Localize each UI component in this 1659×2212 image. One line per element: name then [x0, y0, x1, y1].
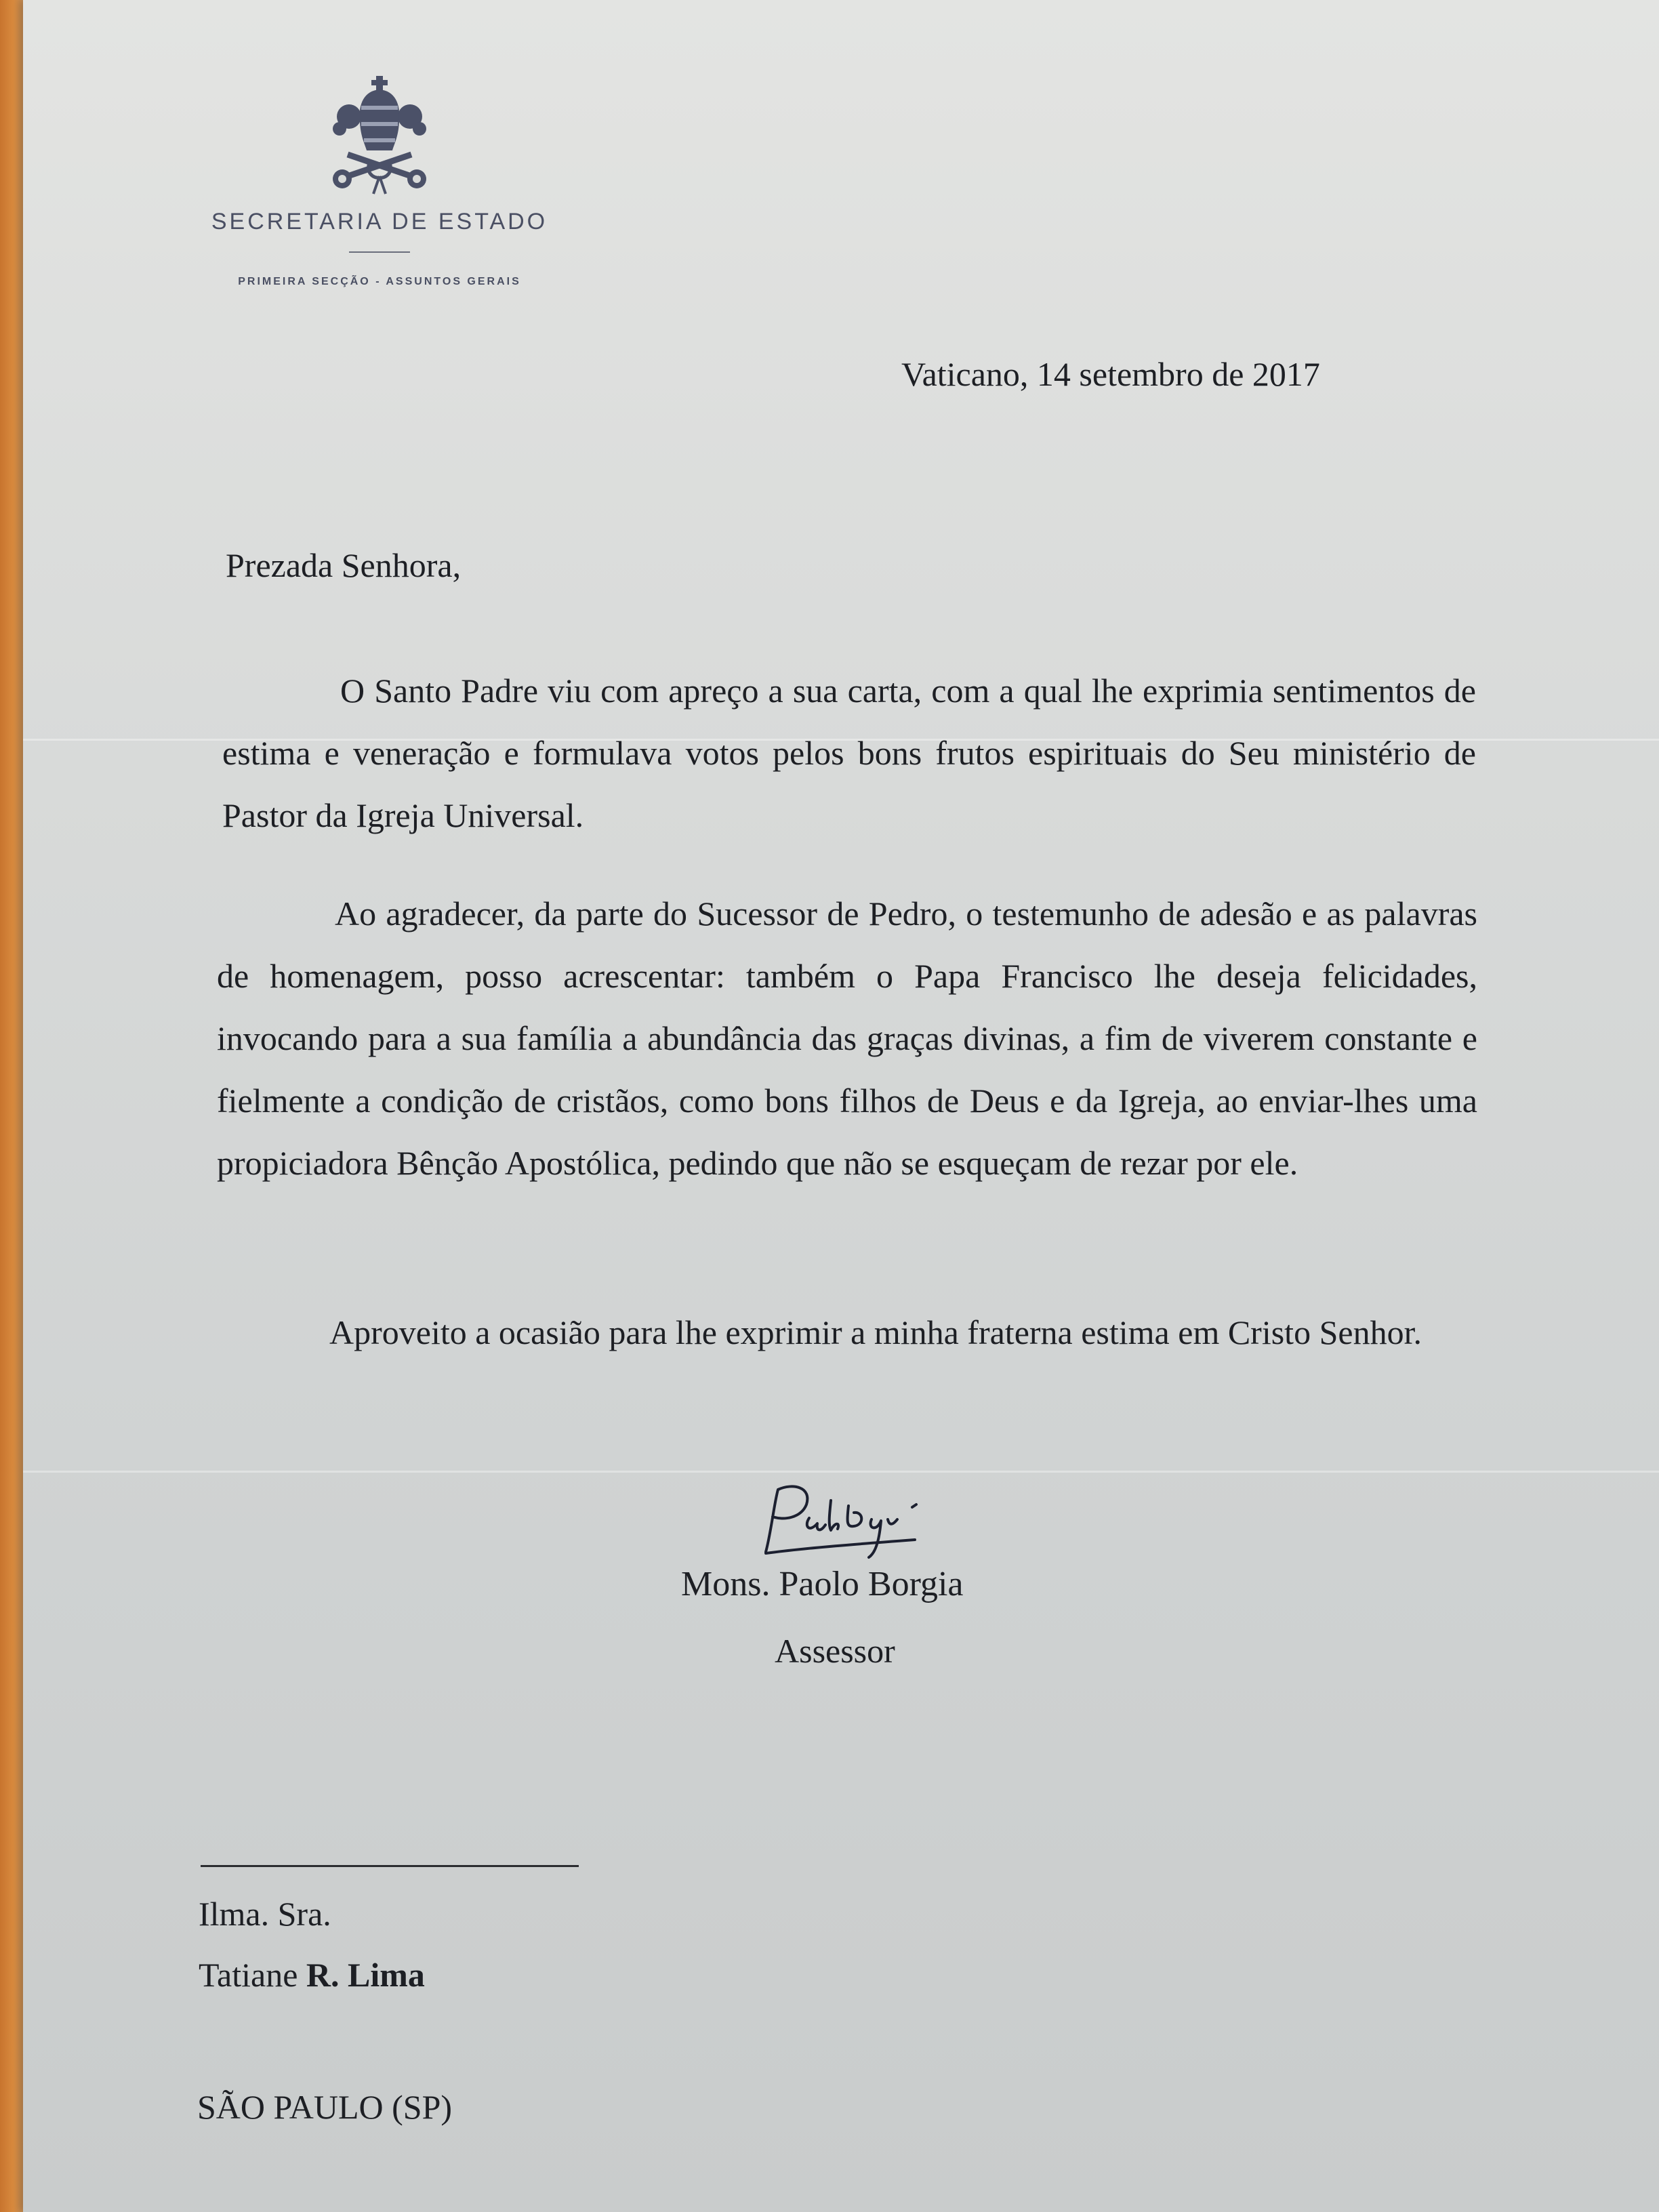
paragraph-text: Ao agradecer, da parte do Sucessor de Pedro, o testemunho de adesão e as palavras de homenagem, posso acrescentar: também o Papa Francisco lhe deseja felicidades, invocando para a sua família a abundância das graças divinas, a fim de viverem constante e fielmente a condição de cristãos, como bons filhos de Deus e da Igreja, ao enviar-lhes uma propiciadora Bênção Apostólica, pedindo que não se esqueçam de rezar por ele.: [217, 895, 1477, 1182]
recipient-name: [199, 1955, 425, 1994]
signer-name: Mons. Paolo Borgia: [681, 1565, 964, 1603]
signer-title: Assessor: [775, 1632, 895, 1670]
letterhead-section: PRIMEIRA SECÇÃO - ASSUNTOS GERAIS: [238, 276, 521, 287]
papal-tiara-keys-icon: [322, 75, 437, 197]
letterhead-office: SECRETARIA DE ESTADO: [211, 209, 548, 234]
body-paragraph-3: [211, 1301, 1477, 1364]
letter-date: Vaticano, 14 setembro de 2017: [901, 355, 1320, 393]
salutation: Prezada Senhora,: [226, 546, 462, 584]
recipient-divider: [201, 1865, 579, 1867]
recipient-last-name: R. Lima: [306, 1956, 425, 1994]
body-paragraph-2: [217, 882, 1477, 1194]
paragraph-text: Aproveito a ocasião para lhe exprimir a minha fraterna estima em Cristo Senhor.: [329, 1313, 1422, 1351]
recipient-first-name: Tatiane: [199, 1956, 298, 1994]
paragraph-text: O Santo Padre viu com apreço a sua carta, com a qual lhe exprimia sentimentos de estima e veneração e formulava votos pelos bons frutos espirituais do Seu ministério de Pastor da Igreja Universal.: [222, 672, 1476, 834]
recipient-city: SÃO PAULO (SP): [197, 2088, 453, 2126]
letterhead-divider: [349, 251, 410, 253]
recipient-honorific: Ilma. Sra.: [199, 1895, 331, 1933]
handwritten-signature: [739, 1477, 942, 1565]
letterhead: [163, 75, 596, 288]
paper-fold: [23, 1471, 1659, 1473]
body-paragraph-1: [222, 659, 1476, 846]
